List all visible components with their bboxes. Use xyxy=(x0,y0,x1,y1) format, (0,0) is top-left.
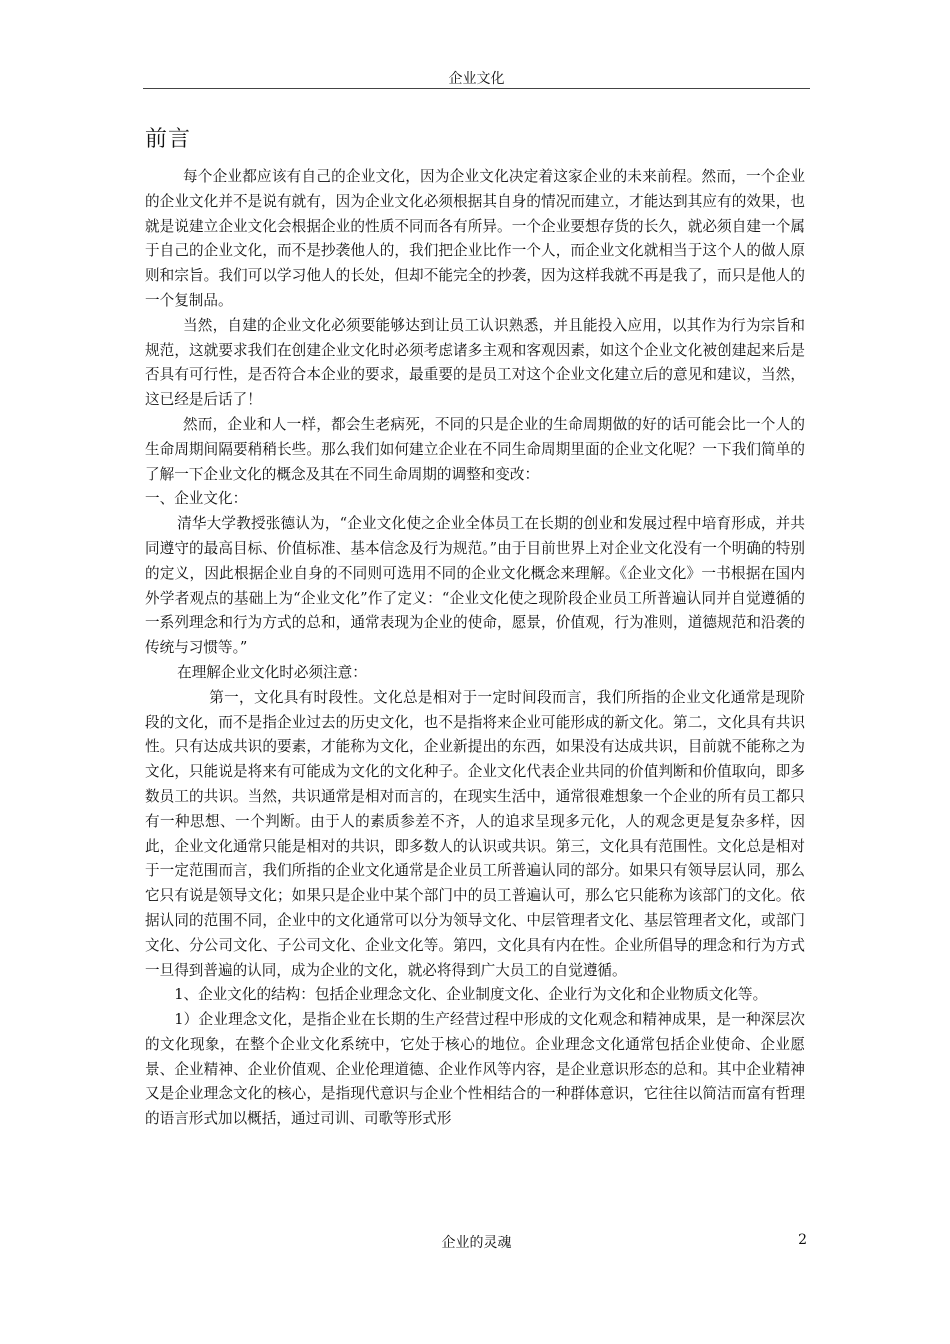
running-footer: 企业的灵魂 xyxy=(441,1235,512,1251)
paragraph: 1、企业文化的结构：包括企业理念文化、企业制度文化、企业行为文化和企业物质文化等。 xyxy=(174,986,768,1004)
paragraph: 每个企业都应该有自己的企业文化，因为企业文化决定着这家企业的未来前程。然而，一个企业的企业文化并不是说有就有，因为企业文化必须根据其自身的情况而建立，才能达到其应有的效果，也就是说建立企业文化会根据企业的性质不同而各有所异。一个企业要想存货的长久，就必须自建一个属于自己的企业文化，而不是抄袭他人的，我们把企业比作一个人，而企业文化就相当于这个人的做人原则和宗旨。我们可以学习他人的长处，但却不能完全的抄袭，因为这样我就不再是我了，而只是他人的一个复制品。 xyxy=(145,168,805,309)
paragraph: 第一，文化具有时段性。文化总是相对于一定时间段而言，我们所指的企业文化通常是现阶段的文化，而不是指企业过去的历史文化，也不是指将来企业可能形成的新文化。第二，文化具有共识性。只有达成共识的要素，才能称为文化，企业新提出的东西，如果没有达成共识，目前就不能称之为文化，只能说是将来有可能成为文化的文化种子。企业文化代表企业共同的价值判断和价值取向，即多数员工的共识。当然，共识通常是相对而言的，在现实生活中，通常很难想象一个企业的所有员工都只有一种思想、一个判断。由于人的素质参差不齐，人的追求呈现多元化，人的观念更是复杂多样，因此，企业文化通常只能是相对的共识，即多数人的认识或共识。第三，文化具有范围性。文化总是相对于一定范围而言，我们所指的企业文化通常是企业员工所普遍认同的部分。如果只有领导层认同，那么它只有说是领导文化；如果只是企业中某个部门中的员工普遍认可，那么它只能称为该部门的文化。依据认同的范围不同，企业中的文化通常可以分为领导文化、中层管理者文化、基层管理者文化，或部门文化、分公司文化、子公司文化、企业文化等。第四，文化具有内在性。企业所倡导的理念和行为方式一旦得到普遍的认同，成为企业的文化，就必将得到广大员工的自觉遵循。 xyxy=(145,688,805,979)
paragraph: 1）企业理念文化，是指企业在长期的生产经营过程中形成的文化观念和精神成果，是一种深层次的文化现象，在整个企业文化系统中，它处于核心的地位。企业理念文化通常包括企业使命、企业愿景、企业精神、企业价值观、企业伦理道德、企业作风等内容，是企业意识形态的总和。其中企业精神又是企业理念文化的核心，是指现代意识与企业个性相结合的一种群体意识，它往往以简洁而富有哲理的语言形式加以概括，通过司训、司歌等形式形 xyxy=(145,1011,805,1128)
paragraph: 清华大学教授张德认为，“企业文化使之企业全体员工在长期的创业和发展过程中培育形成，并共同遵守的最高目标、价值标准、基本信念及行为规范。”由于目前世界上对企业文化没有一个明确的特别的定义，因此根据企业自身的不同则可选用不同的企业文化概念来理解。《企业文化》一书根据在国内外学者观点的基础上为“企业文化”作了定义：“企业文化使之现阶段企业员工所普遍认同并自觉遵循的一系列理念和行为方式的总和，通常表现为企业的使命，愿景，价值观，行为准则，道德规范和沿袭的传统与习惯等。” xyxy=(145,515,805,657)
header-rule xyxy=(143,88,810,89)
section-heading: 一、企业文化： xyxy=(145,490,248,508)
page-title: 前言 xyxy=(145,127,192,152)
body-text xyxy=(145,165,805,1132)
paragraph: 在理解企业文化时必须注意： xyxy=(177,663,367,681)
page-number: 2 xyxy=(798,1232,807,1248)
running-header: 企业文化 xyxy=(448,71,505,87)
paragraph: 然而，企业和人一样，都会生老病死，不同的只是企业的生命周期做的好的话可能会比一个人的生命周期间隔要稍稍长些。那么我们如何建立企业在不同生命周期里面的企业文化呢？一下我们简单的了解一下企业文化的概念及其在不同生命周期的调整和变改： xyxy=(145,415,805,483)
paragraph: 当然，自建的企业文化必须要能够达到让员工认识熟悉，并且能投入应用，以其作为行为宗旨和规范，这就要求我们在创建企业文化时必须考虑诸多主观和客观因素，如这个企业文化被创建起来后是否具有可行性，是否符合本企业的要求，最重要的是员工对这个企业文化建立后的意见和建议，当然，这已经是后话了！ xyxy=(145,316,805,409)
